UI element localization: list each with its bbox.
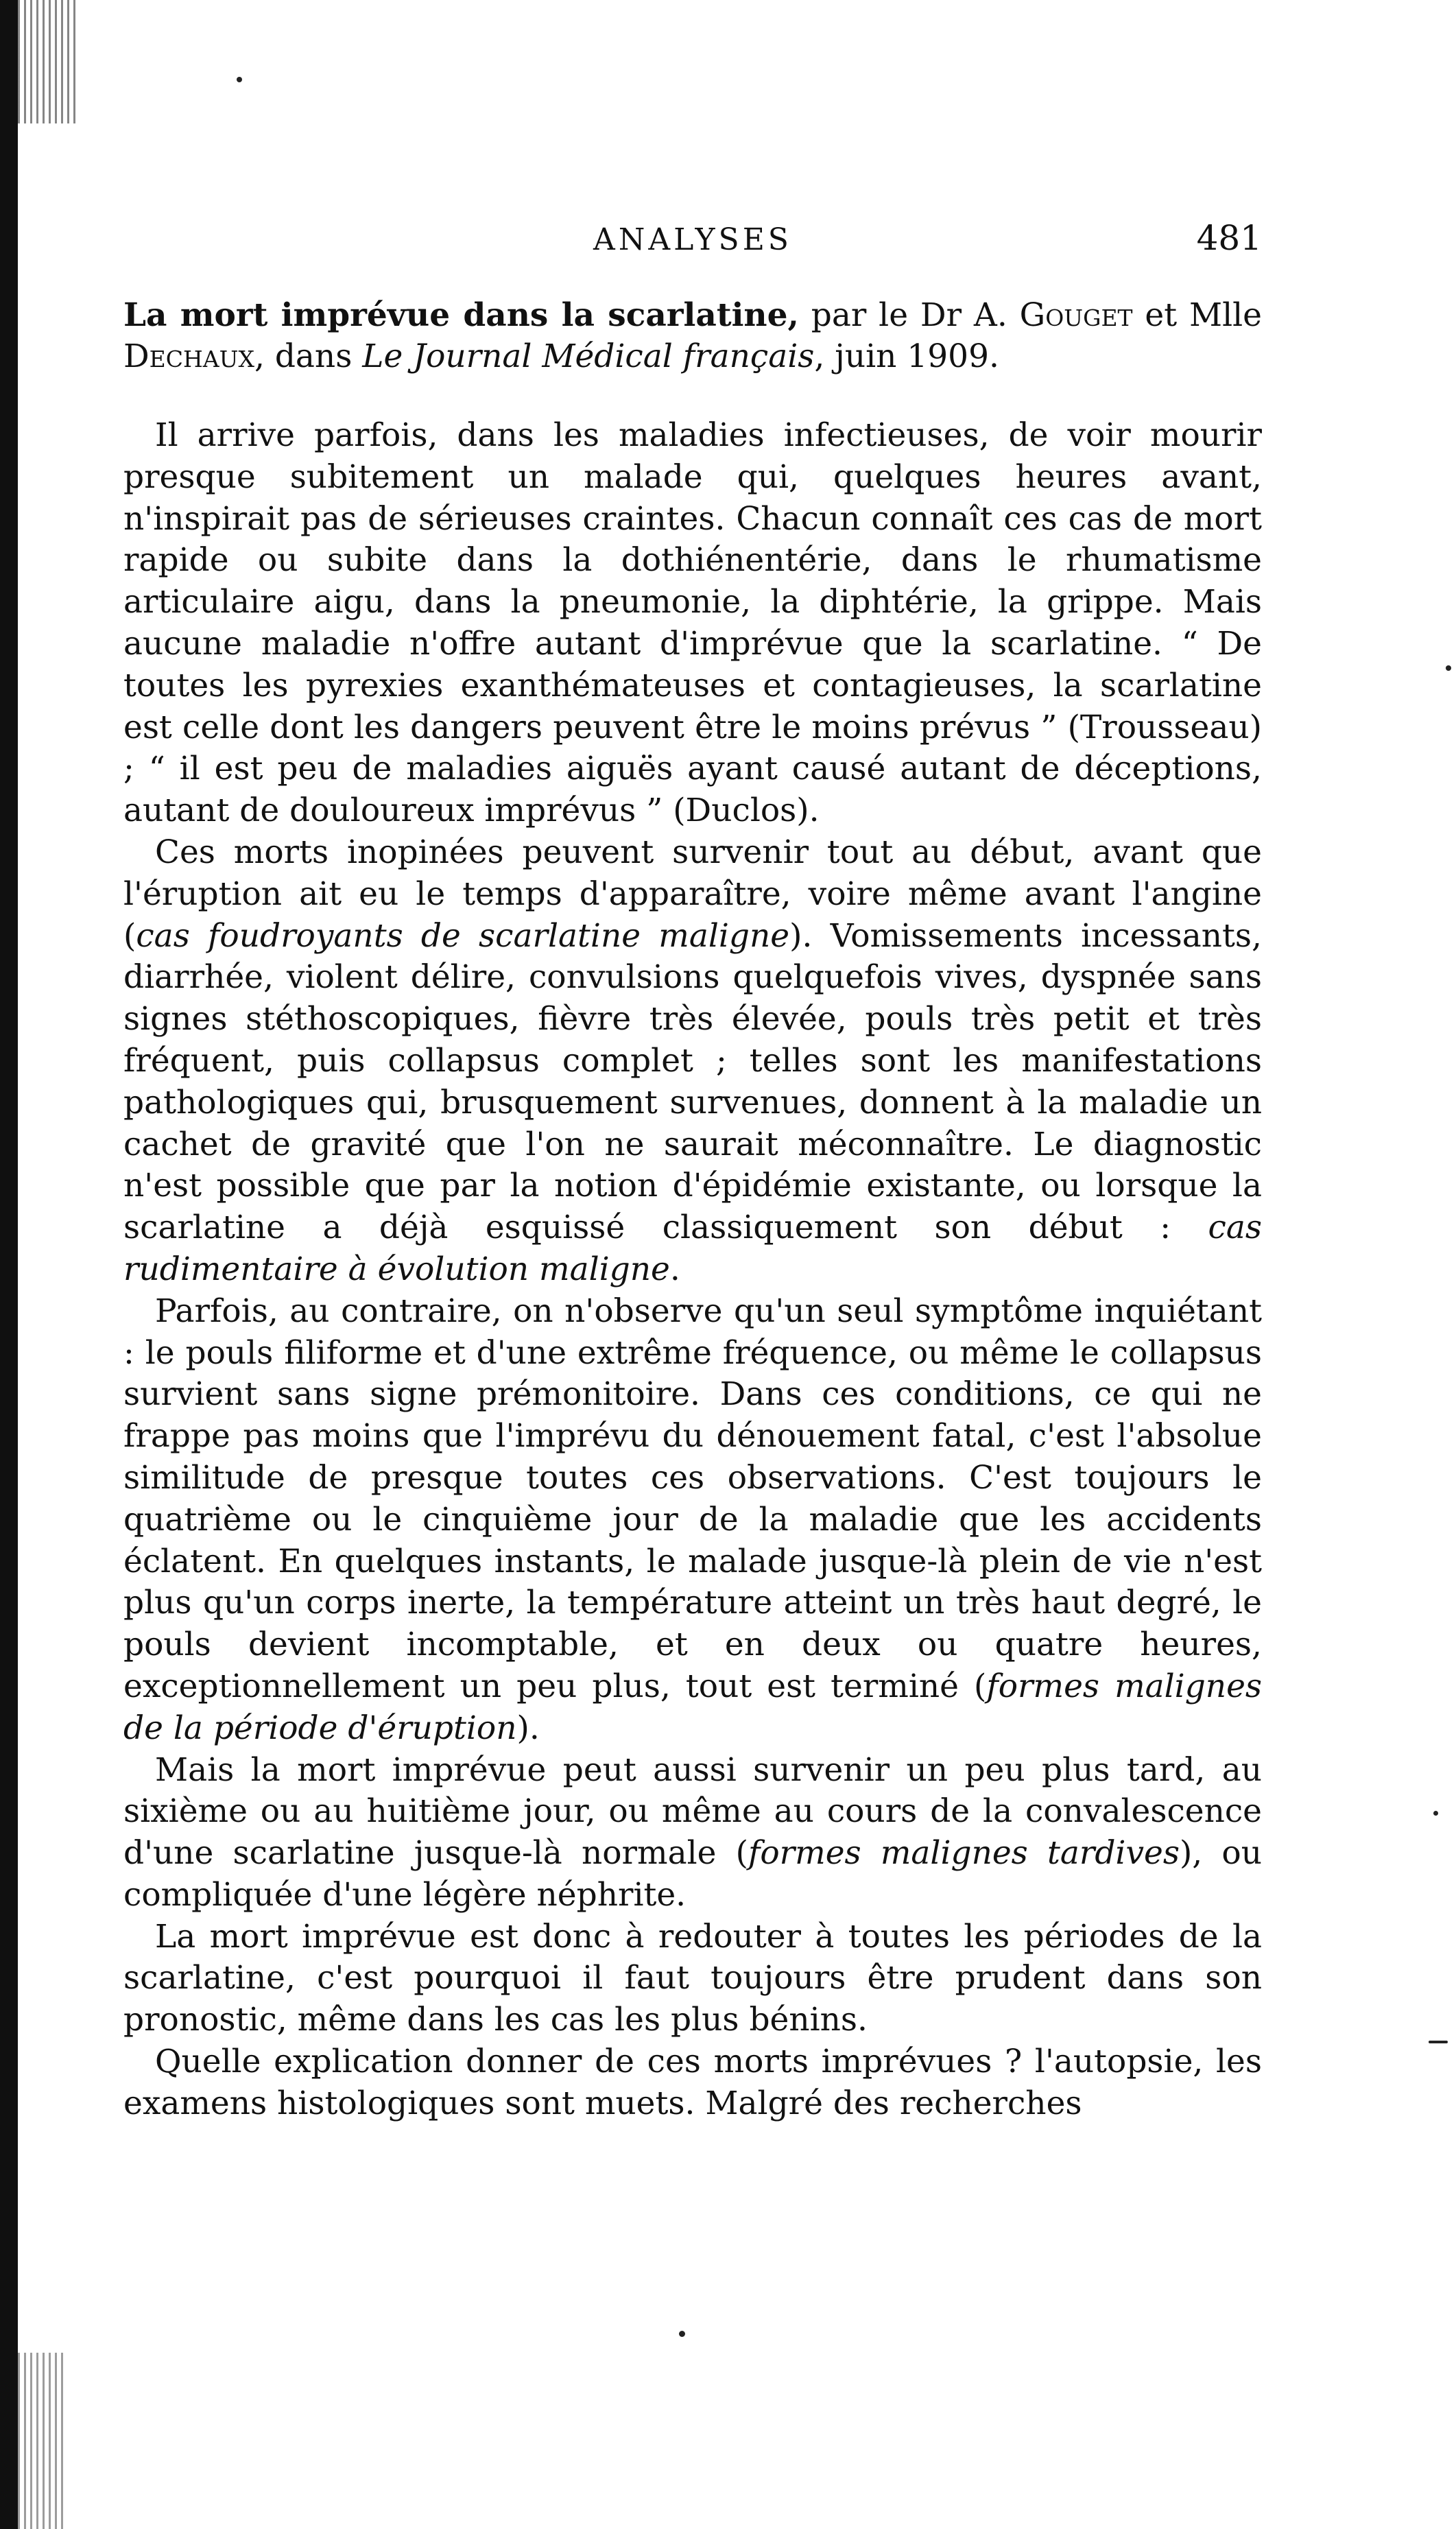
scan-footer-speck: [679, 2331, 685, 2337]
paragraph-2-text-a: Ces morts inopinées peuvent survenir tout au début, avant que l'éruption ait eu le temps d'apparaître, voire même avant l'angine (: [123, 833, 1262, 955]
paragraph-2: [123, 832, 1262, 1291]
author-dechaux: Dechaux: [123, 337, 254, 375]
paragraph-4-italic: formes malignes tardives: [748, 1834, 1180, 1873]
scan-speck: [1446, 665, 1451, 671]
running-title: ANALYSES: [593, 222, 792, 257]
paragraph-3-text-a: Parfois, au contraire, on n'observe qu'un seul symptôme inquiétant : le pouls filiforme et d'une extrême fréquence, ou même le collapsus survient sans signe prémonitoire. Dans ces conditions, ce qui ne frappe pas moins que l'imprévu du dénouement fatal, c'est l'absolue similitude de presque toutes ces observations. C'est toujours le quatrième ou le cinquième jour de la maladie que les accidents éclatent. En quelques instants, le malade jusque-là plein de vie n'est plus qu'un corps inerte, la température atteint un très haut degré, le pouls devient incomptable, et en deux ou quatre heures, exceptionnellement un peu plus, tout est terminé (: [123, 1292, 1262, 1705]
paragraph-3-italic: formes malignes de la période d'éruption: [123, 1667, 1263, 1747]
byline-in: , dans: [254, 337, 363, 375]
paragraph-2-italic-b: cas rudimentaire à évolution maligne: [123, 1209, 1262, 1288]
scan-binding-noise-bottom: [18, 2353, 66, 2529]
page-number: 481: [1196, 218, 1262, 258]
byline-prefix: par le Dr A.: [798, 296, 1020, 334]
paragraph-2-text-b: ). Vomissements incessants, diarrhée, violent délire, convulsions quelquefois vives, dyspnée sans signes stéthoscopiques, fièvre très élevée, pouls très petit et très fréquent, puis collapsus complet ; telles sont les manifestations pathologiques qui, brusquement survenues, donnent à la maladie un cachet de gravité que l'on ne saurait méconnaître. Le diagnostic n'est possible que par la notion d'épidémie existante, ou lorsque la scarlatine a déjà esquissé classiquement son début :: [123, 916, 1262, 1247]
author-gouget: Gouget: [1019, 296, 1133, 334]
paragraph-3-text-b: ).: [516, 1709, 540, 1747]
paragraph-4: [123, 1750, 1262, 1916]
scan-binding-noise: [18, 0, 80, 123]
article-title: La mort imprévue dans la scarlatine,: [123, 296, 799, 334]
paragraph-2-text-c: .: [669, 1250, 680, 1288]
scan-speck: [1429, 2041, 1448, 2043]
paragraph-4-text-b: ), ou compliquée d'une légère néphrite.: [123, 1834, 1262, 1914]
article-heading: [123, 295, 1262, 377]
byline-conjunction: et Mlle: [1132, 296, 1262, 334]
article-body: [123, 415, 1262, 2125]
paragraph-6: Quelle explication donner de ces morts imprévues ? l'autopsie, les examens histologiques sont muets. Malgré des recherches: [123, 2043, 1262, 2122]
publication-date: , juin 1909.: [814, 337, 999, 375]
paragraph-2-italic-a: cas foudroyants de scarlatine maligne: [136, 916, 790, 955]
paragraph-5: La mort imprévue est donc à redouter à toutes les périodes de la scarlatine, c'est pourquoi il faut toujours être prudent dans son pronostic, même dans les cas les plus bénins.: [123, 1917, 1262, 2039]
book-page: [123, 0, 1262, 2529]
scan-binding-edge: [0, 0, 18, 2529]
paragraph-4-text-a: Mais la mort imprévue peut aussi survenir un peu plus tard, au sixième ou au huitième jour, ou même au cours de la convalescence d'une scarlatine jusque-là normale (: [123, 1750, 1262, 1873]
journal-name: Le Journal Médical français: [362, 337, 815, 375]
paragraph-3: [123, 1291, 1262, 1750]
running-header: [123, 218, 1262, 266]
paragraph-1: Il arrive parfois, dans les maladies infectieuses, de voir mourir presque subitement un malade qui, quelques heures avant, n'inspirait pas de sérieuses craintes. Chacun connaît ces cas de mort rapide ou subite dans la dothiénentérie, dans le rhumatisme articulaire aigu, dans la pneumonie, la diphtérie, la grippe. Mais aucune maladie n'offre autant d'imprévue que la scarlatine. “ De toutes les pyrexies exanthémateuses et contagieuses, la scarlatine est celle dont les dangers peuvent être le moins prévus ” (Trousseau) ; “ il est peu de maladies aiguës ayant causé autant de déceptions, autant de douloureux imprévus ” (Duclos).: [123, 416, 1262, 830]
scan-speck: [1433, 1811, 1438, 1816]
